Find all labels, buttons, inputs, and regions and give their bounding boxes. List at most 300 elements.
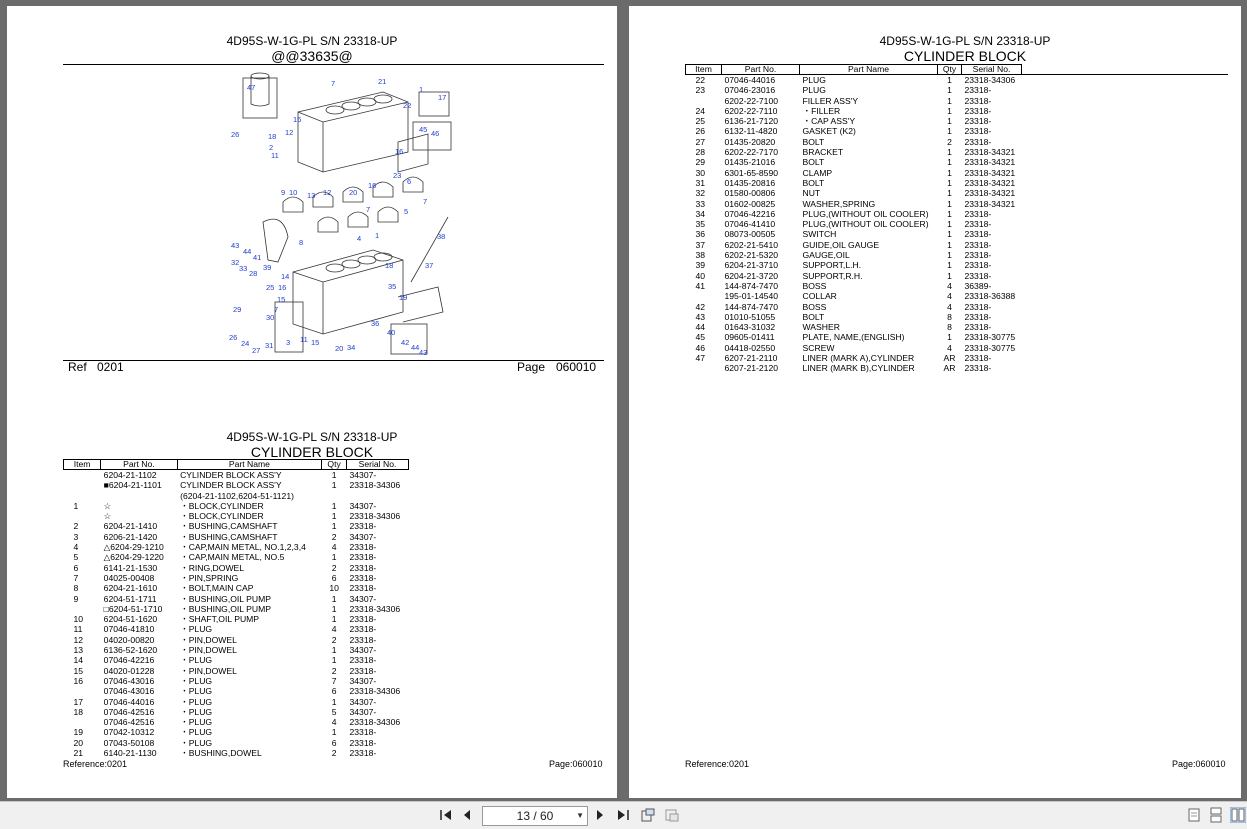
qty-cell: 1 xyxy=(947,188,952,199)
table-row xyxy=(64,470,409,481)
part-name-cell: ・CAP ASS'Y xyxy=(802,116,856,127)
diagram-subtitle: @@33635@ xyxy=(271,48,353,64)
qty-cell: 1 xyxy=(331,593,337,604)
table-row xyxy=(686,260,1228,270)
part-name-cell: COLLAR xyxy=(802,291,837,302)
qty-cell: 6 xyxy=(331,686,337,697)
header-rule xyxy=(63,64,604,65)
part-no-cell xyxy=(101,491,177,501)
svg-text:10: 10 xyxy=(289,188,298,197)
row-spacer xyxy=(1022,178,1228,188)
serial-no-cell: 23318- xyxy=(964,126,992,137)
table-row xyxy=(64,666,409,676)
serial-no-cell: 34307- xyxy=(349,500,377,511)
qty-cell: 1 xyxy=(331,655,337,666)
part-name-cell: BRACKET xyxy=(802,147,844,158)
part-no-cell: ☆ xyxy=(103,511,112,522)
item-cell xyxy=(64,480,101,490)
item-cell: 28 xyxy=(695,147,706,158)
page-indicator: 13 / 60 xyxy=(516,809,554,823)
svg-text:25: 25 xyxy=(266,283,275,292)
table-row xyxy=(686,106,1228,116)
serial-no-cell: 23318-34306 xyxy=(349,603,401,614)
table-row xyxy=(686,209,1228,219)
svg-text:27: 27 xyxy=(252,346,261,355)
svg-text:22: 22 xyxy=(403,101,412,110)
qty-cell: AR xyxy=(943,363,956,374)
chevron-down-icon: ▼ xyxy=(576,811,584,820)
part-no-cell: 195-01-14540 xyxy=(724,291,779,302)
svg-text:7: 7 xyxy=(366,205,371,214)
qty-cell: 1 xyxy=(947,250,952,261)
serial-no-cell: 36389- xyxy=(964,280,992,291)
part-name-cell: ・PIN,DOWEL xyxy=(180,665,237,676)
row-spacer xyxy=(1022,291,1228,301)
part-name-cell: ・PLUG xyxy=(180,686,213,697)
single-page-icon[interactable] xyxy=(1187,807,1201,823)
part-no-cell: 01435-20820 xyxy=(724,136,776,147)
row-spacer xyxy=(1022,96,1228,106)
header-rule-extension xyxy=(1022,65,1228,75)
table-row xyxy=(686,75,1228,86)
item-cell: 22 xyxy=(695,75,706,85)
part-name-cell: ・BLOCK,CYLINDER xyxy=(180,511,264,522)
svg-text:21: 21 xyxy=(378,77,387,86)
part-no-cell: 6204-21-1410 xyxy=(103,521,158,532)
footer-reference: Reference:0201 xyxy=(685,759,750,769)
serial-no-cell: 23318- xyxy=(964,85,992,96)
footer-page: Page:060010 xyxy=(1172,759,1226,769)
row-spacer xyxy=(1022,353,1228,363)
table-row xyxy=(64,635,409,645)
last-page-icon[interactable] xyxy=(616,807,630,823)
part-no-cell: 6202-22-7110 xyxy=(724,105,778,116)
part-no-cell: 04418-02550 xyxy=(724,342,776,353)
qty-cell: 1 xyxy=(947,126,952,137)
part-name-cell: ・PLUG xyxy=(180,696,213,707)
item-cell: 41 xyxy=(695,280,706,291)
right-title: CYLINDER BLOCK xyxy=(903,48,1027,64)
svg-text:31: 31 xyxy=(265,341,274,350)
table-row xyxy=(64,645,409,655)
svg-text:17: 17 xyxy=(438,93,447,102)
part-name-cell: PLUG,(WITHOUT OIL COOLER) xyxy=(802,208,929,219)
svg-text:30: 30 xyxy=(266,313,275,322)
table-row xyxy=(64,748,409,758)
table-row xyxy=(686,229,1228,239)
serial-no-cell: 34307- xyxy=(349,696,377,707)
svg-text:34: 34 xyxy=(347,343,356,352)
page-number-select[interactable] xyxy=(482,806,588,826)
part-name-cell: PLUG xyxy=(802,85,826,96)
item-cell: 45 xyxy=(695,332,706,343)
part-name-cell: SUPPORT,L.H. xyxy=(802,260,862,271)
serial-no-cell: 23318-34306 xyxy=(349,686,401,697)
serial-no-cell: 23318- xyxy=(349,748,377,759)
part-name-cell: GAUGE,OIL xyxy=(802,250,850,261)
qty-cell: 1 xyxy=(947,260,952,271)
item-cell: 40 xyxy=(695,270,706,281)
serial-no-cell: 23318- xyxy=(964,105,992,116)
item-cell: 37 xyxy=(695,239,706,250)
qty-cell: 1 xyxy=(947,239,952,250)
part-no-cell: 08073-00505 xyxy=(724,229,776,240)
item-cell: 35 xyxy=(695,219,706,230)
part-no-cell: 6136-52-1620 xyxy=(103,645,158,656)
part-no-cell: 6204-21-3720 xyxy=(724,270,779,281)
table-row xyxy=(64,552,409,562)
table-row xyxy=(64,604,409,614)
item-cell: 24 xyxy=(695,105,706,116)
qty-cell: 1 xyxy=(947,85,952,96)
svg-text:44: 44 xyxy=(411,343,420,352)
serial-no-cell: 23318- xyxy=(349,634,377,645)
footer-page: Page:060010 xyxy=(549,759,603,769)
svg-text:7: 7 xyxy=(423,197,428,206)
continuous-icon[interactable] xyxy=(1209,807,1223,823)
part-no-cell: 01010-51055 xyxy=(724,311,776,322)
svg-text:16: 16 xyxy=(395,147,404,156)
serial-no-cell: 23318-34306 xyxy=(964,75,1016,85)
part-no-cell: 09605-01411 xyxy=(724,332,775,343)
col-header-part-name: Part Name xyxy=(177,460,322,470)
part-no-cell: 6204-51-1711 xyxy=(103,593,157,604)
col-header-serial-no: Serial No. xyxy=(962,65,1022,75)
part-no-cell: ☆ xyxy=(103,500,112,511)
table-row xyxy=(686,188,1228,198)
part-name-cell: NUT xyxy=(802,188,821,199)
table-row xyxy=(686,240,1228,250)
serial-no-cell: 34307- xyxy=(349,593,377,604)
part-no-cell: 07046-44016 xyxy=(724,75,776,85)
row-spacer xyxy=(1022,271,1228,281)
part-name-cell: ・PLUG xyxy=(180,706,213,717)
svg-text:6: 6 xyxy=(407,177,412,186)
svg-text:18: 18 xyxy=(268,132,277,141)
part-no-cell: 6202-22-7170 xyxy=(724,147,779,158)
table-row xyxy=(686,343,1228,353)
page-label: Page xyxy=(517,360,546,374)
part-no-cell: 6202-22-7100 xyxy=(724,95,779,106)
part-no-cell: 07046-43016 xyxy=(103,675,155,686)
svg-text:44: 44 xyxy=(243,247,252,256)
svg-text:45: 45 xyxy=(419,125,428,134)
svg-text:7: 7 xyxy=(274,305,279,314)
table-row xyxy=(686,302,1228,312)
part-no-cell: 01580-00806 xyxy=(724,188,776,199)
item-cell: 47 xyxy=(695,353,706,364)
item-cell: 34 xyxy=(695,208,706,219)
item-cell: 3 xyxy=(73,531,79,542)
qty-cell: 1 xyxy=(947,219,952,230)
item-cell: 19 xyxy=(73,727,84,738)
part-name-cell: ・PLUG xyxy=(180,675,213,686)
qty-cell: 1 xyxy=(331,470,337,480)
item-cell: 31 xyxy=(695,177,706,188)
row-spacer xyxy=(1022,250,1228,260)
qty-cell: 1 xyxy=(947,105,952,116)
part-name-cell: GASKET (K2) xyxy=(802,126,856,137)
serial-no-cell: 23318- xyxy=(349,583,377,594)
part-name-cell: BOLT xyxy=(802,311,825,322)
part-name-cell: ・CAP,MAIN METAL, NO.5 xyxy=(180,552,285,563)
table-row xyxy=(64,491,409,501)
item-cell: 7 xyxy=(73,572,79,583)
item-cell: 5 xyxy=(73,552,79,563)
part-no-cell: 01602-00825 xyxy=(724,198,776,209)
table-row xyxy=(686,332,1228,342)
exploded-diagram xyxy=(223,72,473,368)
part-name-cell: PLATE, NAME,(ENGLISH) xyxy=(802,332,905,343)
part-name-cell: SUPPORT,R.H. xyxy=(802,270,863,281)
item-cell: 23 xyxy=(695,85,706,96)
part-no-cell: 04020-01228 xyxy=(103,665,155,676)
part-name-cell: WASHER,SPRING xyxy=(802,198,876,209)
item-cell: 33 xyxy=(695,198,706,209)
part-no-cell: 01435-21016 xyxy=(724,157,776,168)
svg-text:42: 42 xyxy=(401,338,410,347)
table-row xyxy=(64,501,409,511)
part-name-cell: ・CAP,MAIN METAL, NO.1,2,3,4 xyxy=(180,542,306,553)
qty-cell: 1 xyxy=(947,270,952,281)
table-row xyxy=(686,363,1228,373)
serial-no-cell: 23318- xyxy=(964,270,992,281)
serial-no-cell: 23318-34321 xyxy=(964,188,1016,199)
item-cell: 32 xyxy=(695,188,706,199)
serial-no-cell: 23318- xyxy=(349,552,377,563)
row-spacer xyxy=(1022,188,1228,198)
next-page-icon[interactable] xyxy=(595,807,605,823)
table-row xyxy=(686,353,1228,363)
table-row xyxy=(64,573,409,583)
part-name-cell: ・RING,DOWEL xyxy=(180,562,245,573)
qty-cell: 1 xyxy=(947,177,952,188)
item-cell: 8 xyxy=(73,583,79,594)
part-no-cell: 07046-41810 xyxy=(103,624,155,635)
qty-cell: 4 xyxy=(947,342,952,353)
qty-cell: 1 xyxy=(947,198,952,209)
qty-cell: 1 xyxy=(331,614,337,625)
item-cell: 38 xyxy=(695,250,706,261)
serial-no-cell: 23318- xyxy=(964,322,992,333)
qty-cell: 1 xyxy=(947,167,952,178)
item-cell: 46 xyxy=(695,342,706,353)
svg-text:3: 3 xyxy=(286,338,291,347)
svg-text:5: 5 xyxy=(404,207,409,216)
svg-text:39: 39 xyxy=(263,263,272,272)
serial-no-cell: 34307- xyxy=(349,706,377,717)
part-no-cell: △6204-29-1210 xyxy=(103,542,164,553)
part-name-cell: ・BUSHING,DOWEL xyxy=(180,748,262,759)
svg-text:9: 9 xyxy=(281,188,286,197)
parts-table xyxy=(63,459,409,758)
facing-icon[interactable] xyxy=(1230,807,1246,823)
row-spacer xyxy=(1022,209,1228,219)
svg-text:20: 20 xyxy=(349,188,358,197)
print-icon[interactable] xyxy=(664,807,680,823)
right-model-line: 4D95S-W-1G-PL S/N 23318-UP xyxy=(879,34,1051,48)
part-no-cell: 07046-23016 xyxy=(724,85,776,96)
part-name-cell: GUIDE,OIL GAUGE xyxy=(802,239,880,250)
qty-cell: 1 xyxy=(331,696,337,707)
serial-no-cell: 23318-34321 xyxy=(964,177,1016,188)
table-row xyxy=(64,583,409,593)
table-row xyxy=(686,157,1228,167)
svg-text:23: 23 xyxy=(393,171,402,180)
qty-cell: 1 xyxy=(947,332,952,343)
table-row xyxy=(64,655,409,665)
part-no-cell: 6207-21-2110 xyxy=(724,353,778,364)
qty-cell: 1 xyxy=(947,229,952,240)
item-cell: 43 xyxy=(695,311,706,322)
part-name-cell: BOLT xyxy=(802,177,825,188)
qty-cell: AR xyxy=(943,353,956,364)
svg-text:16: 16 xyxy=(368,181,377,190)
col-header-part-no: Part No. xyxy=(101,460,177,470)
part-no-cell: 6141-21-1530 xyxy=(103,562,158,573)
part-no-cell: 144-874-7470 xyxy=(724,301,779,312)
table-row xyxy=(64,563,409,573)
serial-no-cell: 23318- xyxy=(964,353,992,364)
table-row xyxy=(64,542,409,552)
item-cell: 4 xyxy=(73,542,79,553)
table-row xyxy=(64,727,409,737)
part-name-cell: CYLINDER BLOCK ASS'Y xyxy=(180,470,282,480)
part-name-cell: ・BUSHING,CAMSHAFT xyxy=(180,531,278,542)
item-cell: 44 xyxy=(695,322,706,333)
serial-no-cell: 23318-34306 xyxy=(349,480,401,491)
part-no-cell: 07046-42216 xyxy=(724,208,776,219)
first-page-icon[interactable] xyxy=(439,807,453,823)
svg-text:20: 20 xyxy=(335,344,344,353)
item-cell: 26 xyxy=(695,126,706,137)
part-no-cell: 6204-51-1620 xyxy=(103,614,158,625)
svg-text:28: 28 xyxy=(249,269,258,278)
table-row xyxy=(686,250,1228,260)
part-name-cell: PLUG xyxy=(802,75,826,85)
qty-cell: 1 xyxy=(331,603,337,614)
part-no-cell: 6204-21-1610 xyxy=(103,583,158,594)
serial-no-cell: 23318- xyxy=(964,136,992,147)
item-cell xyxy=(64,511,101,521)
table-row xyxy=(64,707,409,717)
serial-no-cell: 34307- xyxy=(349,531,377,542)
qty-cell: 4 xyxy=(331,624,337,635)
qty-cell: 6 xyxy=(331,737,337,748)
left-page xyxy=(7,6,617,798)
svg-text:41: 41 xyxy=(253,253,262,262)
part-no-cell: △6204-29-1220 xyxy=(103,552,164,563)
row-spacer xyxy=(1022,312,1228,322)
qty-cell: 4 xyxy=(947,301,952,312)
col-header-serial-no: Serial No. xyxy=(346,460,408,470)
item-cell: 6 xyxy=(73,562,79,573)
table-row xyxy=(686,271,1228,281)
row-spacer xyxy=(1022,106,1228,116)
item-cell: 14 xyxy=(73,655,84,666)
part-no-cell: 6202-21-5320 xyxy=(724,250,779,261)
svg-text:13: 13 xyxy=(307,191,316,200)
rotate-icon[interactable] xyxy=(640,807,656,823)
qty-cell: 2 xyxy=(947,136,952,147)
part-name-cell: WASHER xyxy=(802,322,840,333)
part-no-cell: 6207-21-2120 xyxy=(724,363,779,374)
ref-value: 0201 xyxy=(97,360,124,374)
part-no-cell: □6204-51-1710 xyxy=(103,603,163,614)
item-cell: 11 xyxy=(73,624,83,635)
part-name-cell: (6204-21-1102,6204-51-1121) xyxy=(180,490,294,501)
part-name-cell: BOSS xyxy=(802,280,827,291)
row-spacer xyxy=(1022,240,1228,250)
svg-text:32: 32 xyxy=(231,258,240,267)
item-cell xyxy=(64,604,101,614)
svg-text:29: 29 xyxy=(233,305,242,314)
item-cell xyxy=(64,470,101,481)
right-page xyxy=(629,6,1241,798)
qty-cell: 6 xyxy=(331,572,337,583)
part-no-cell: 07042-10312 xyxy=(103,727,155,738)
serial-no-cell: 34307- xyxy=(349,470,377,480)
table-row xyxy=(64,624,409,634)
svg-text:2: 2 xyxy=(269,143,274,152)
table-row xyxy=(64,532,409,542)
item-cell: 18 xyxy=(73,706,84,717)
serial-no-cell: 23318- xyxy=(349,542,377,553)
part-no-cell: 07046-43016 xyxy=(103,686,155,697)
row-spacer xyxy=(1022,199,1228,209)
qty-cell: 4 xyxy=(947,280,952,291)
row-spacer xyxy=(1022,157,1228,167)
ref-label: Ref xyxy=(68,360,87,374)
serial-no-cell: 23318- xyxy=(964,229,992,240)
part-no-cell: 6136-21-7120 xyxy=(724,116,779,127)
row-spacer xyxy=(1022,137,1228,147)
serial-no-cell: 34307- xyxy=(349,645,377,656)
serial-no-cell: 23318- xyxy=(964,219,992,230)
table-title: CYLINDER BLOCK xyxy=(250,444,374,460)
qty-cell: 1 xyxy=(947,157,952,168)
serial-no-cell: 23318-30775 xyxy=(964,342,1016,353)
part-name-cell: ・BLOCK,CYLINDER xyxy=(180,500,264,511)
qty-cell: 2 xyxy=(331,634,337,645)
row-spacer xyxy=(1022,281,1228,291)
qty-cell: 7 xyxy=(331,675,337,686)
table-row xyxy=(64,697,409,707)
qty-cell: 4 xyxy=(331,542,337,553)
qty-cell: 2 xyxy=(331,562,337,573)
prev-page-icon[interactable] xyxy=(462,807,472,823)
serial-no-cell: 23318-34321 xyxy=(964,157,1016,168)
svg-text:8: 8 xyxy=(299,238,304,247)
footer-reference: Reference:0201 xyxy=(63,759,128,769)
part-no-cell: 07046-42216 xyxy=(103,655,155,666)
part-no-cell: 04025-00408 xyxy=(103,572,155,583)
item-cell: 17 xyxy=(73,696,84,707)
table-row xyxy=(686,281,1228,291)
row-spacer xyxy=(1022,332,1228,342)
table-row xyxy=(64,676,409,686)
svg-text:7: 7 xyxy=(331,79,336,88)
table-row xyxy=(686,178,1228,188)
item-cell: 1 xyxy=(73,500,79,511)
item-cell: 10 xyxy=(73,614,84,625)
row-spacer xyxy=(1022,85,1228,95)
part-name-cell: ・PLUG xyxy=(180,737,213,748)
table-row xyxy=(686,126,1228,136)
qty-cell: 4 xyxy=(331,717,337,728)
qty-cell: 1 xyxy=(947,208,952,219)
qty-cell: 1 xyxy=(947,75,952,85)
